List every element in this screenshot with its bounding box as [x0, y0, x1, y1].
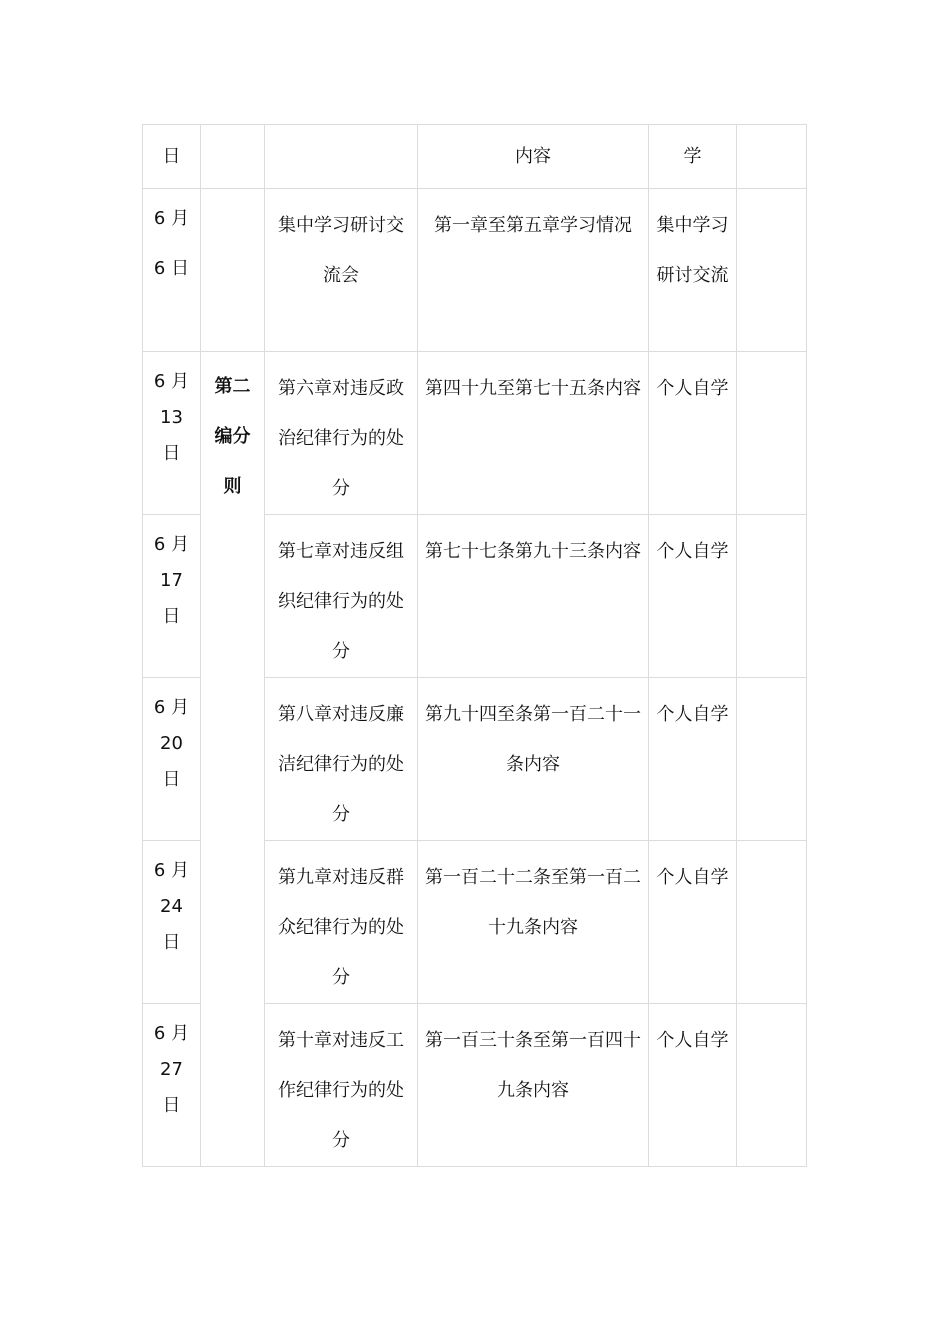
mode-cell: 个人自学	[649, 841, 737, 1004]
mode-cell: 个人自学	[649, 678, 737, 841]
chapter-cell: 第八章对违反廉洁纪律行为的处分	[265, 678, 418, 841]
date-month: 6 月	[153, 860, 190, 881]
content-cell: 第一百二十二条至第一百二十九条内容	[418, 841, 649, 1004]
date-cell	[143, 1004, 201, 1167]
content-cell: 第七十七条第九十三条内容	[418, 515, 649, 678]
chapter-cell: 集中学习研讨交流会	[265, 189, 418, 352]
date-suffix: 日	[162, 443, 181, 464]
header-chapter-cell	[265, 125, 418, 189]
date-cell	[143, 189, 201, 352]
part-label-cell	[201, 352, 265, 1167]
note-cell	[737, 515, 807, 678]
date-day: 24	[160, 896, 183, 917]
header-part-cell	[201, 125, 265, 189]
header-mode-cell: 学	[649, 125, 737, 189]
note-cell	[737, 189, 807, 352]
table-header-row	[143, 125, 807, 189]
date-suffix: 日	[162, 1095, 181, 1116]
date-month: 6 月	[153, 534, 190, 555]
chapter-cell: 第十章对违反工作纪律行为的处分	[265, 1004, 418, 1167]
mode-cell: 个人自学	[649, 515, 737, 678]
date-cell	[143, 841, 201, 1004]
note-cell	[737, 678, 807, 841]
date-day: 27	[160, 1059, 183, 1080]
content-cell: 第一章至第五章学习情况	[418, 189, 649, 352]
mode-cell: 个人自学	[649, 352, 737, 515]
table-row	[143, 352, 807, 515]
part-label-line: 则	[223, 476, 242, 497]
date-cell	[143, 352, 201, 515]
date-day: 6 日	[153, 258, 190, 279]
note-cell	[737, 352, 807, 515]
chapter-cell: 第七章对违反组织纪律行为的处分	[265, 515, 418, 678]
table-row	[143, 189, 807, 352]
date-cell	[143, 678, 201, 841]
mode-cell: 集中学习研讨交流	[649, 189, 737, 352]
date-month: 6 月	[153, 1023, 190, 1044]
content-cell: 第一百三十条至第一百四十九条内容	[418, 1004, 649, 1167]
content-cell: 第四十九至第七十五条内容	[418, 352, 649, 515]
date-suffix: 日	[162, 932, 181, 953]
date-day: 13	[160, 407, 183, 428]
date-month: 6 月	[153, 371, 190, 392]
header-note-cell	[737, 125, 807, 189]
note-cell	[737, 1004, 807, 1167]
header-content-cell: 内容	[418, 125, 649, 189]
date-cell	[143, 515, 201, 678]
part-label-line: 编分	[214, 426, 251, 447]
date-day: 17	[160, 570, 183, 591]
chapter-cell: 第六章对违反政治纪律行为的处分	[265, 352, 418, 515]
header-date-cell: 日	[143, 125, 201, 189]
date-month: 6 月	[153, 697, 190, 718]
date-suffix: 日	[162, 606, 181, 627]
part-label-line: 第二	[214, 376, 251, 397]
mode-cell: 个人自学	[649, 1004, 737, 1167]
study-schedule-table	[142, 124, 807, 1167]
part-cell-empty	[201, 189, 265, 352]
date-day: 20	[160, 733, 183, 754]
chapter-cell: 第九章对违反群众纪律行为的处分	[265, 841, 418, 1004]
date-month: 6 月	[153, 208, 190, 229]
note-cell	[737, 841, 807, 1004]
content-cell: 第九十四至条第一百二十一条内容	[418, 678, 649, 841]
date-suffix: 日	[162, 769, 181, 790]
